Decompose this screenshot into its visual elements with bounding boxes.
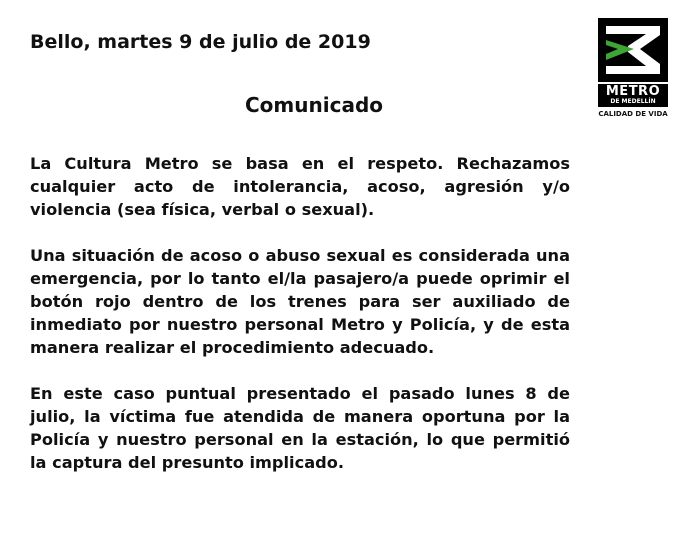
metro-logo [598, 18, 670, 118]
paragraph-respect: La Cultura Metro se basa en el respeto. Rechazamos cualquier acto de intolerancia, acoso, agresión y/o violencia (sea física, verbal o sexual). [30, 154, 570, 219]
statement-body [30, 152, 570, 497]
paragraph-incident: En este caso puntual presentado el pasado lunes 8 de julio, la víctima fue atendida de manera oportuna por la Policía y nuestro personal en la estación, lo que permitió la captura del presunto implicado. [30, 384, 570, 472]
logo-subname: DE MEDELLÍN [610, 98, 656, 105]
page-title: Comunicado [245, 93, 383, 117]
logo-name-band [598, 84, 668, 107]
logo-tagline: CALIDAD DE VIDA [598, 110, 668, 118]
date-line: Bello, martes 9 de julio de 2019 [30, 31, 371, 53]
paragraph-emergency: Una situación de acoso o abuso sexual es considerada una emergencia, por lo tanto el/la pasajero/a puede oprimir el botón rojo dentro de los trenes para ser auxiliado de inmediato por nuestro personal Metro y Policía, y de esta manera realizar el procedimiento adecuado. [30, 246, 570, 357]
logo-name: METRO [605, 84, 661, 99]
metro-medellin-logo-icon [598, 18, 668, 82]
